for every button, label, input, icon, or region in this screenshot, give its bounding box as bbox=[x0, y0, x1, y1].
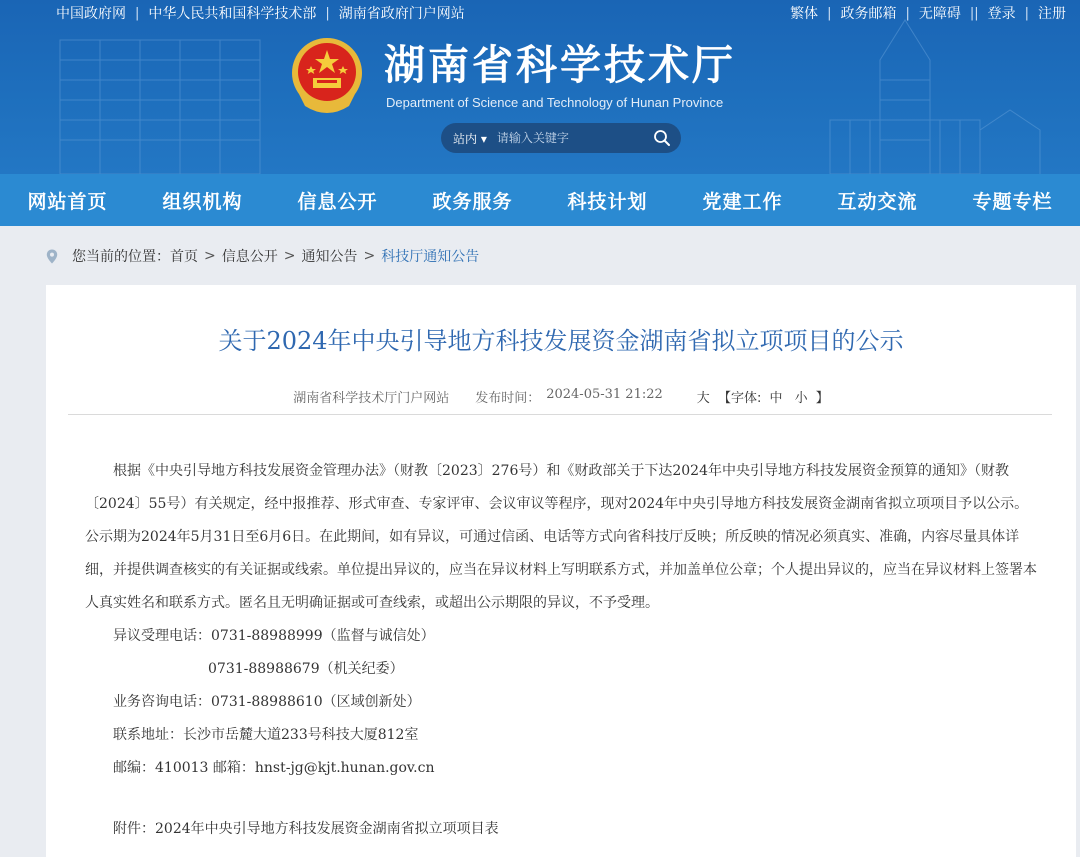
postal-and-email: 邮编：410013 邮箱：hnst-jg@kjt.hunan.gov.cn bbox=[113, 760, 435, 776]
breadcrumb-home[interactable]: 首页 bbox=[170, 249, 198, 265]
meta-divider bbox=[68, 414, 1052, 415]
objection-phone-2: 0731-88988679（机关纪委） bbox=[208, 661, 404, 677]
separator: | bbox=[827, 5, 832, 21]
nav-interaction[interactable]: 互动交流 bbox=[837, 190, 918, 213]
breadcrumb-separator: > bbox=[204, 248, 216, 264]
breadcrumb-info-disclosure[interactable]: 信息公开 bbox=[221, 249, 278, 265]
breadcrumb-notices[interactable]: 通知公告 bbox=[301, 249, 358, 265]
search-bar bbox=[441, 123, 681, 153]
breadcrumb-separator: > bbox=[363, 248, 376, 264]
search-icon[interactable] bbox=[653, 129, 671, 147]
font-size-label-open: 【字体: bbox=[717, 391, 762, 406]
contact-address: 联系地址：长沙市岳麓大道233号科技大厦812室 bbox=[113, 727, 419, 743]
link-most[interactable]: 中华人民共和国科学技术部 bbox=[148, 6, 317, 22]
nav-info-disclosure[interactable]: 信息公开 bbox=[297, 190, 378, 213]
font-size-medium-button[interactable]: 中 bbox=[769, 391, 783, 406]
separator: | bbox=[135, 5, 140, 21]
breadcrumb-current[interactable]: 科技厅通知公告 bbox=[381, 249, 480, 265]
link-gov-mail[interactable]: 政务邮箱 bbox=[840, 6, 897, 22]
font-size-large-button[interactable]: 大 bbox=[696, 391, 710, 406]
search-input[interactable] bbox=[497, 131, 647, 145]
separator: || bbox=[969, 5, 979, 21]
article-source: 湖南省科学技术厅门户网站 bbox=[293, 391, 450, 406]
national-emblem-icon[interactable] bbox=[289, 36, 365, 114]
top-right-links bbox=[790, 3, 1066, 23]
objection-phone-1: 异议受理电话：0731-88988999（监督与诚信处） bbox=[113, 628, 435, 644]
breadcrumb-prefix: 您当前的位置： bbox=[72, 249, 170, 265]
site-header bbox=[0, 0, 1080, 174]
font-size-small-button[interactable]: 小 bbox=[794, 391, 808, 406]
site-subtitle: Department of Science and Technology of Hunan Province bbox=[386, 95, 724, 110]
consult-phone: 业务咨询电话：0731-88988610（区域创新处） bbox=[113, 694, 421, 710]
publish-time-label: 发布时间： bbox=[475, 391, 541, 406]
font-size-label-close: 】 bbox=[815, 391, 829, 406]
link-traditional-chinese[interactable]: 繁体 bbox=[790, 6, 819, 22]
article-title: 关于2024年中央引导地方科技发展资金湖南省拟立项项目的公示 bbox=[218, 327, 904, 355]
register-link[interactable]: 注册 bbox=[1038, 6, 1066, 22]
search-scope-dropdown[interactable]: 站内 ▾ bbox=[453, 131, 487, 146]
nav-gov-services[interactable]: 政务服务 bbox=[432, 190, 513, 213]
separator: | bbox=[905, 5, 910, 21]
breadcrumb-separator: > bbox=[283, 248, 296, 264]
link-gov-cn[interactable]: 中国政府网 bbox=[56, 6, 126, 22]
nav-party-building[interactable]: 党建工作 bbox=[702, 190, 783, 213]
link-accessibility[interactable]: 无障碍 bbox=[918, 6, 961, 22]
spacer bbox=[85, 785, 1045, 813]
separator: | bbox=[1024, 5, 1029, 21]
location-pin-icon bbox=[46, 249, 58, 264]
separator: | bbox=[325, 5, 330, 21]
nav-home[interactable]: 网站首页 bbox=[27, 190, 108, 213]
paragraph-basis: 根据《中央引导地方科技发展资金管理办法》（财教〔2023〕276号）和《财政部关于下达2024年中央引导地方科技发展资金预算的通知》（财教〔2024〕55号）有关规定，经中报推荐、形式审查、专家评审、会议审议等程序，现对2024年中央引导地方科技发展资金湖南省拟立项项目予以公示。 bbox=[85, 463, 1029, 512]
site-title[interactable]: 湖南省科学技术厅 bbox=[384, 41, 736, 89]
main-nav bbox=[0, 174, 1080, 226]
paragraph-publicity-period: 公示期为2024年5月31日至6月6日。在此期间，如有异议，可通过信函、电话等方式向省科技厅反映；所反映的情况必须真实、准确，内容尽量具体详细，并提供调查核实的有关证据或线索。单位提出异议的，应当在异议材料上写明联系方式，并加盖单位公章；个人提出异议的，应当在异议材料上签署本人真实姓名和联系方式。匿名且无明确证据或可查线索，或超出公示期限的异议，不予受理。 bbox=[85, 529, 1037, 611]
publish-time: 2024-05-31 21:22 bbox=[546, 387, 663, 402]
article-panel bbox=[46, 285, 1076, 857]
nav-sci-tech-plans[interactable]: 科技计划 bbox=[567, 190, 648, 213]
article-body bbox=[85, 455, 1045, 846]
nav-organization[interactable]: 组织机构 bbox=[162, 190, 243, 213]
top-left-links bbox=[56, 3, 465, 23]
font-size-control bbox=[693, 387, 829, 406]
article-meta bbox=[46, 387, 1076, 406]
nav-special-topics[interactable]: 专题专栏 bbox=[972, 190, 1053, 213]
link-hunan-gov[interactable]: 湖南省政府门户网站 bbox=[338, 6, 465, 22]
login-link[interactable]: 登录 bbox=[987, 6, 1016, 22]
breadcrumb bbox=[46, 245, 479, 267]
top-links-bar bbox=[0, 0, 1080, 24]
attachment-link[interactable]: 附件：2024年中央引导地方科技发展资金湖南省拟立项项目表 bbox=[113, 821, 499, 837]
